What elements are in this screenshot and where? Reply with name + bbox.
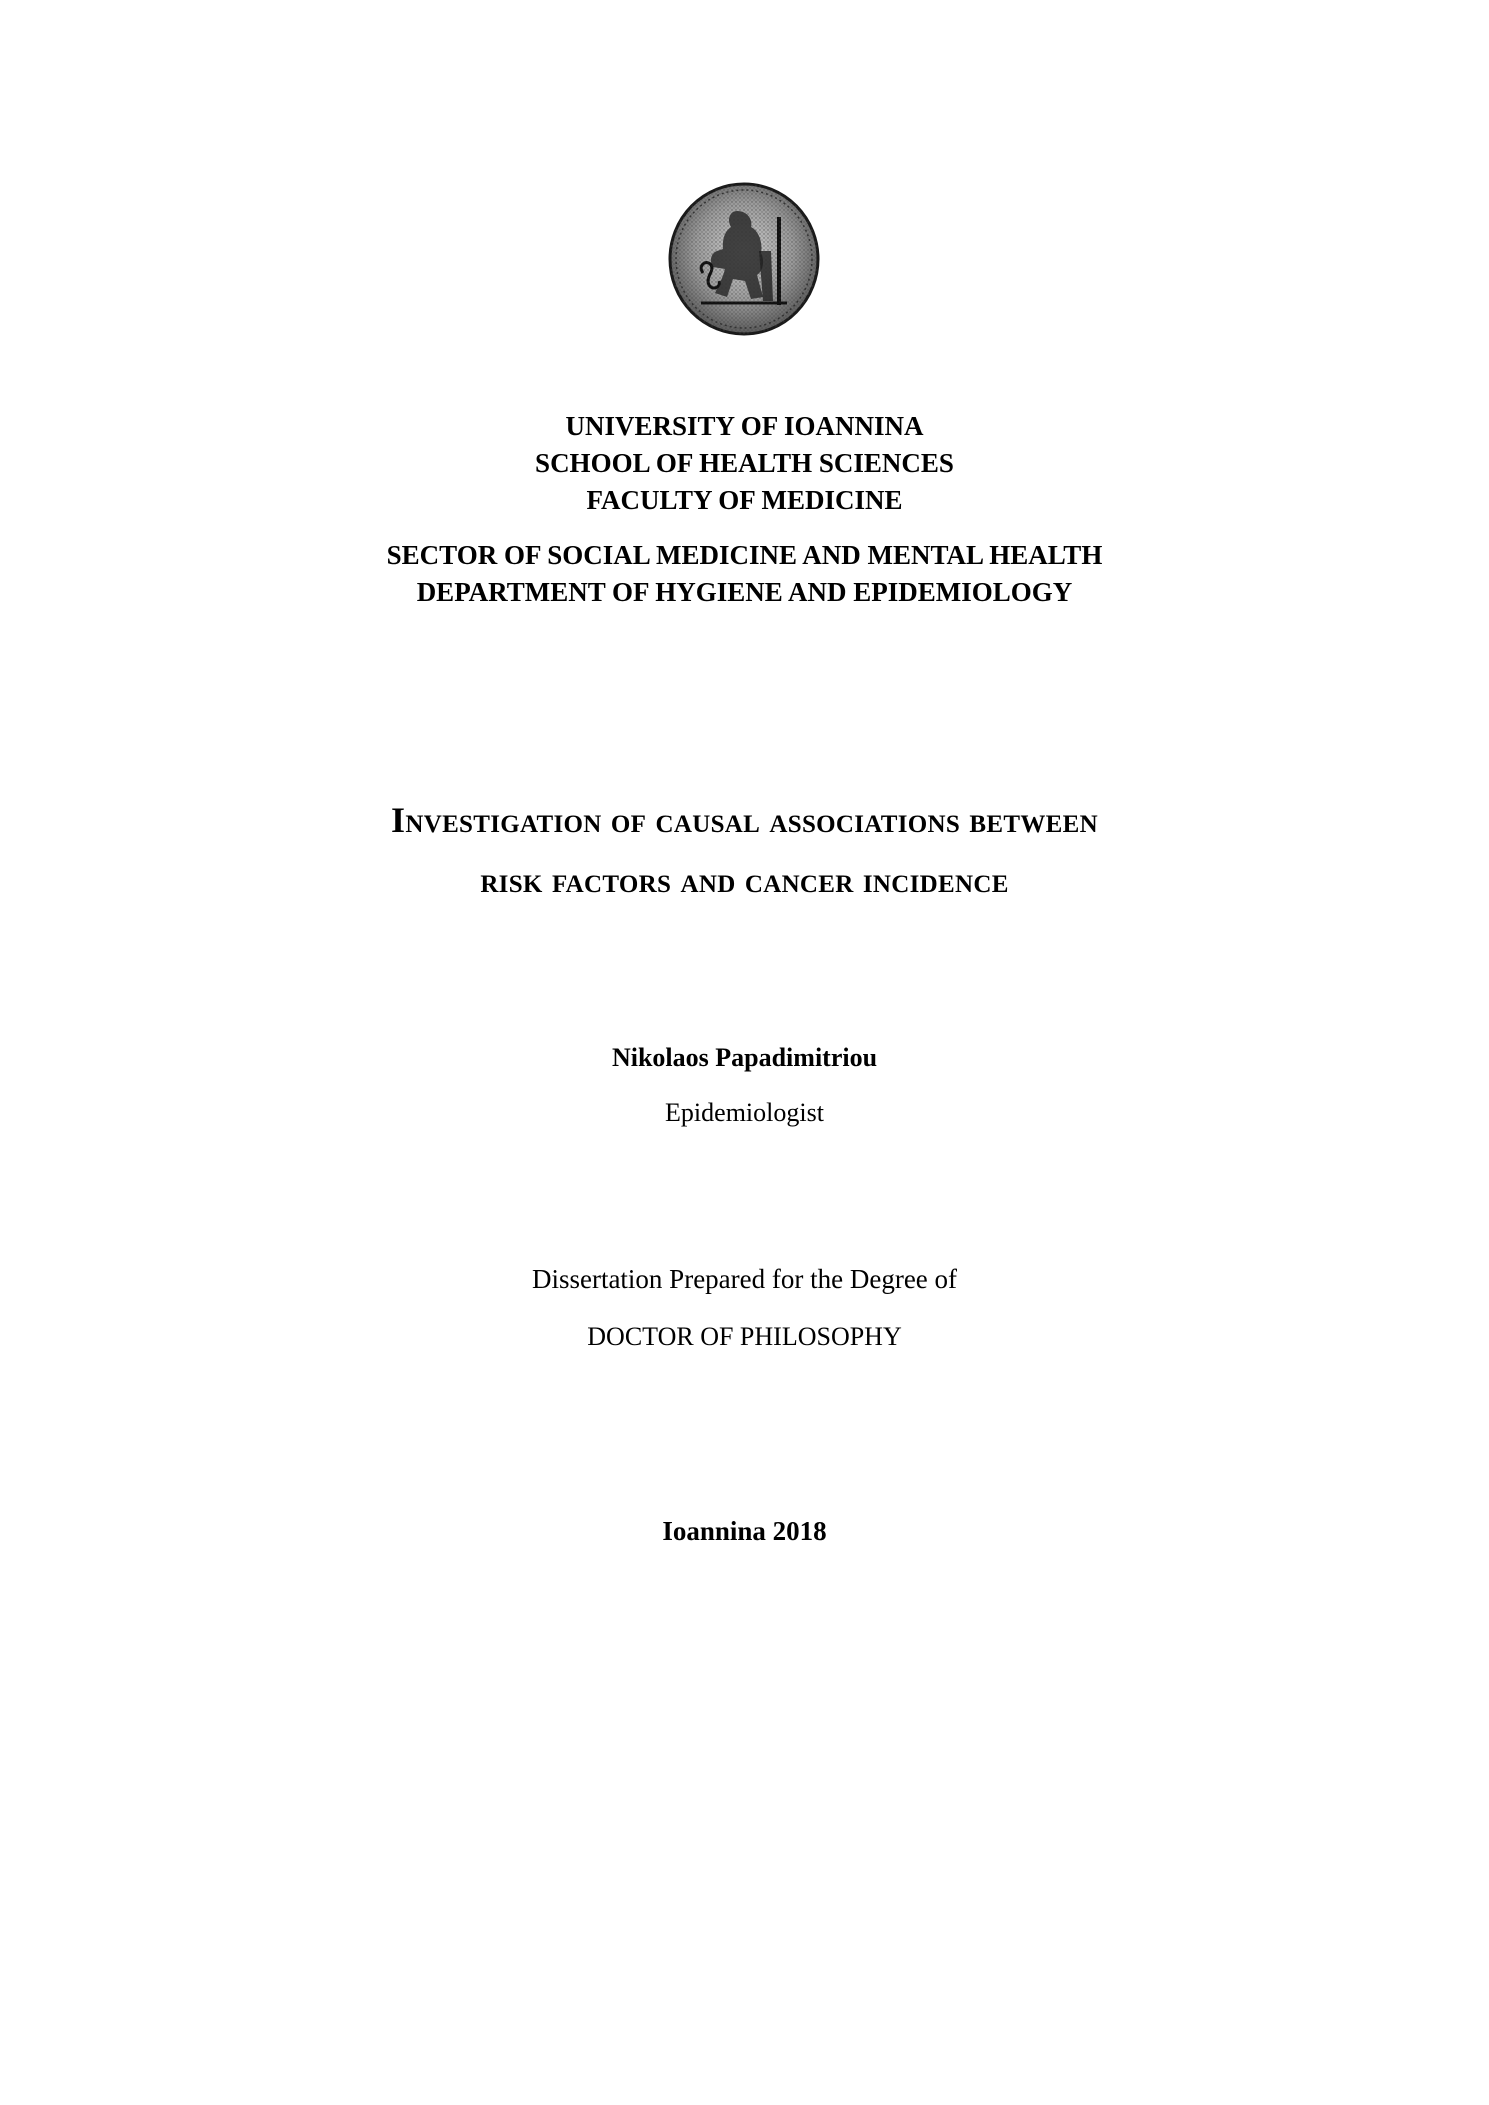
department-block [0,537,1489,611]
place-and-year: Ioannina 2018 [662,1516,827,1546]
author-name: Nikolaos Papadimitriou [611,1043,878,1072]
faculty-name: FACULTY OF MEDICINE [586,485,903,515]
school-name: SCHOOL OF HEALTH SCIENCES [535,448,954,478]
title-line-2: risk factors and cancer incidence [480,860,1009,900]
university-seal-coin-icon [667,181,822,336]
degree-name: DOCTOR OF PHILOSOPHY [587,1322,902,1351]
title-line-1: Investigation of causal associations between [391,800,1098,840]
department-name: DEPARTMENT OF HYGIENE AND EPIDEMIOLOGY [416,577,1073,607]
author-role: Epidemiologist [665,1098,824,1127]
sector-name: SECTOR OF SOCIAL MEDICINE AND MENTAL HEALTH [386,540,1103,570]
university-name: UNIVERSITY OF IOANNINA [565,411,924,441]
institution-block [0,408,1489,519]
dissertation-title [0,790,1489,910]
degree-statement: Dissertation Prepared for the Degree of [531,1264,958,1294]
